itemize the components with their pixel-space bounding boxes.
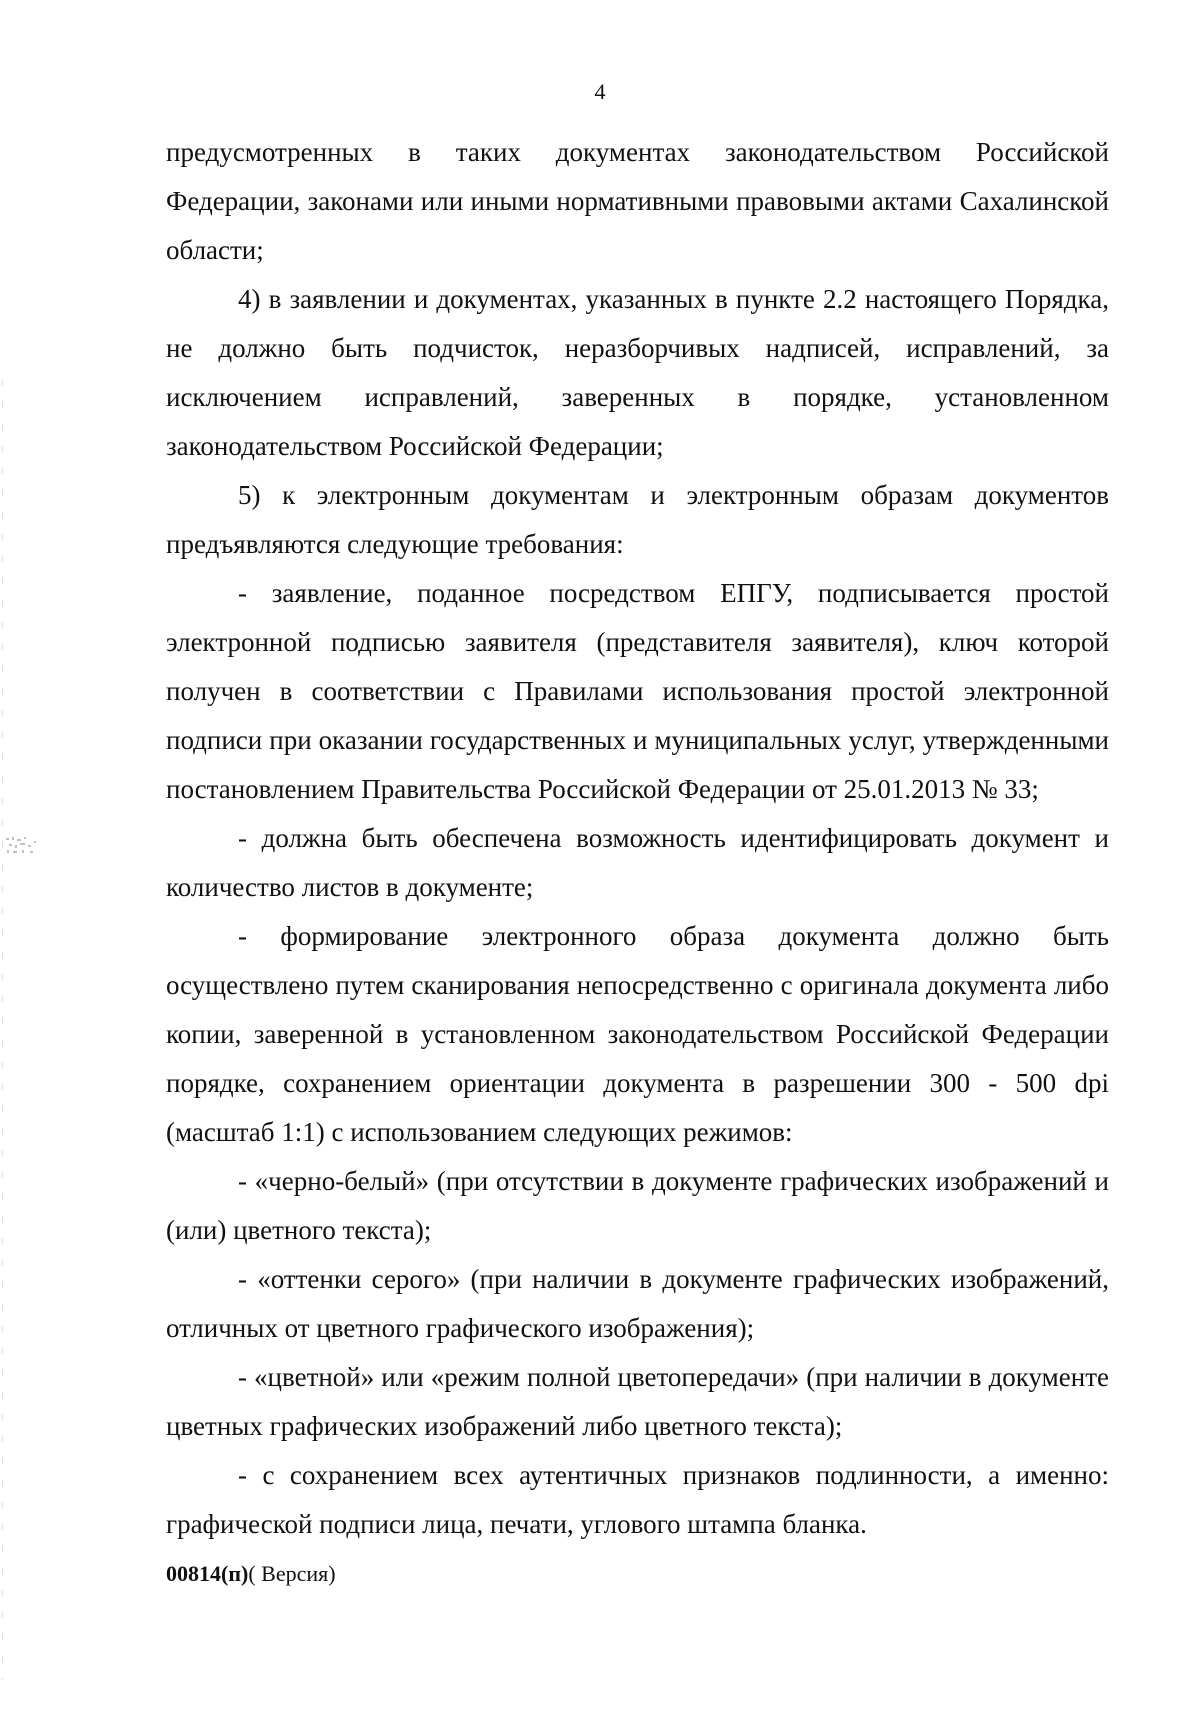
paragraph-requirement-signature: - заявление, поданное посредством ЕПГУ, подписывается простой электронной подписью заявителя (представителя заявителя), ключ которой получен в соответствии с Правилами использования простой электронной подписи при оказании государственных и муниципальных услуг, утвержденными постановлением Правительства Российской Федерации от 25.01.2013 № 33; [166,578,1109,804]
paragraph-continuation: предусмотренных в таких документах законодательством Российской Федерации, законами или иными нормативными правовыми актами Сахалинской области; [166,137,1109,265]
paragraph-item-4: 4) в заявлении и документах, указанных в пункте 2.2 настоящего Порядка, не должно быть подчисток, неразборчивых надписей, исправлений, за исключением исправлений, заверенных в порядке, установленном законодательством Российской Федерации; [166,284,1109,461]
document-code: 00814(п) [166,1561,249,1586]
document-footer [166,1560,336,1588]
paragraph-mode-black-white: - «черно-белый» (при отсутствии в документе графических изображений и (или) цветного текста); [166,1166,1109,1245]
paragraph-requirement-scanning: - формирование электронного образа документа должно быть осуществлено путем сканирования непосредственно с оригинала документа либо копии, заверенной в установленном законодательством Российской Федерации порядке, сохранением ориентации документа в разрешении 300 - 500 dpi (масштаб 1:1) с использованием следующих режимов: [166,921,1109,1147]
scan-edge-artifact [2,380,3,1680]
scan-noise-mark [4,835,44,859]
document-version: ( Версия) [248,1561,336,1586]
paragraph-mode-grayscale: - «оттенки серого» (при наличии в документе графических изображений, отличных от цветного графического изображения); [166,1264,1109,1343]
page-number: 4 [594,79,606,104]
document-body [166,128,1109,1549]
paragraph-requirement-identification: - должна быть обеспечена возможность идентифицировать документ и количество листов в документе; [166,823,1109,902]
paragraph-mode-color: - «цветной» или «режим полной цветопередачи» (при наличии в документе цветных графических изображений либо цветного текста); [166,1362,1109,1441]
paragraph-authenticity: - с сохранением всех аутентичных признаков подлинности, а именно: графической подписи лица, печати, углового штампа бланка. [166,1460,1109,1539]
paragraph-item-5: 5) к электронным документам и электронным образам документов предъявляются следующие требования: [166,480,1109,559]
